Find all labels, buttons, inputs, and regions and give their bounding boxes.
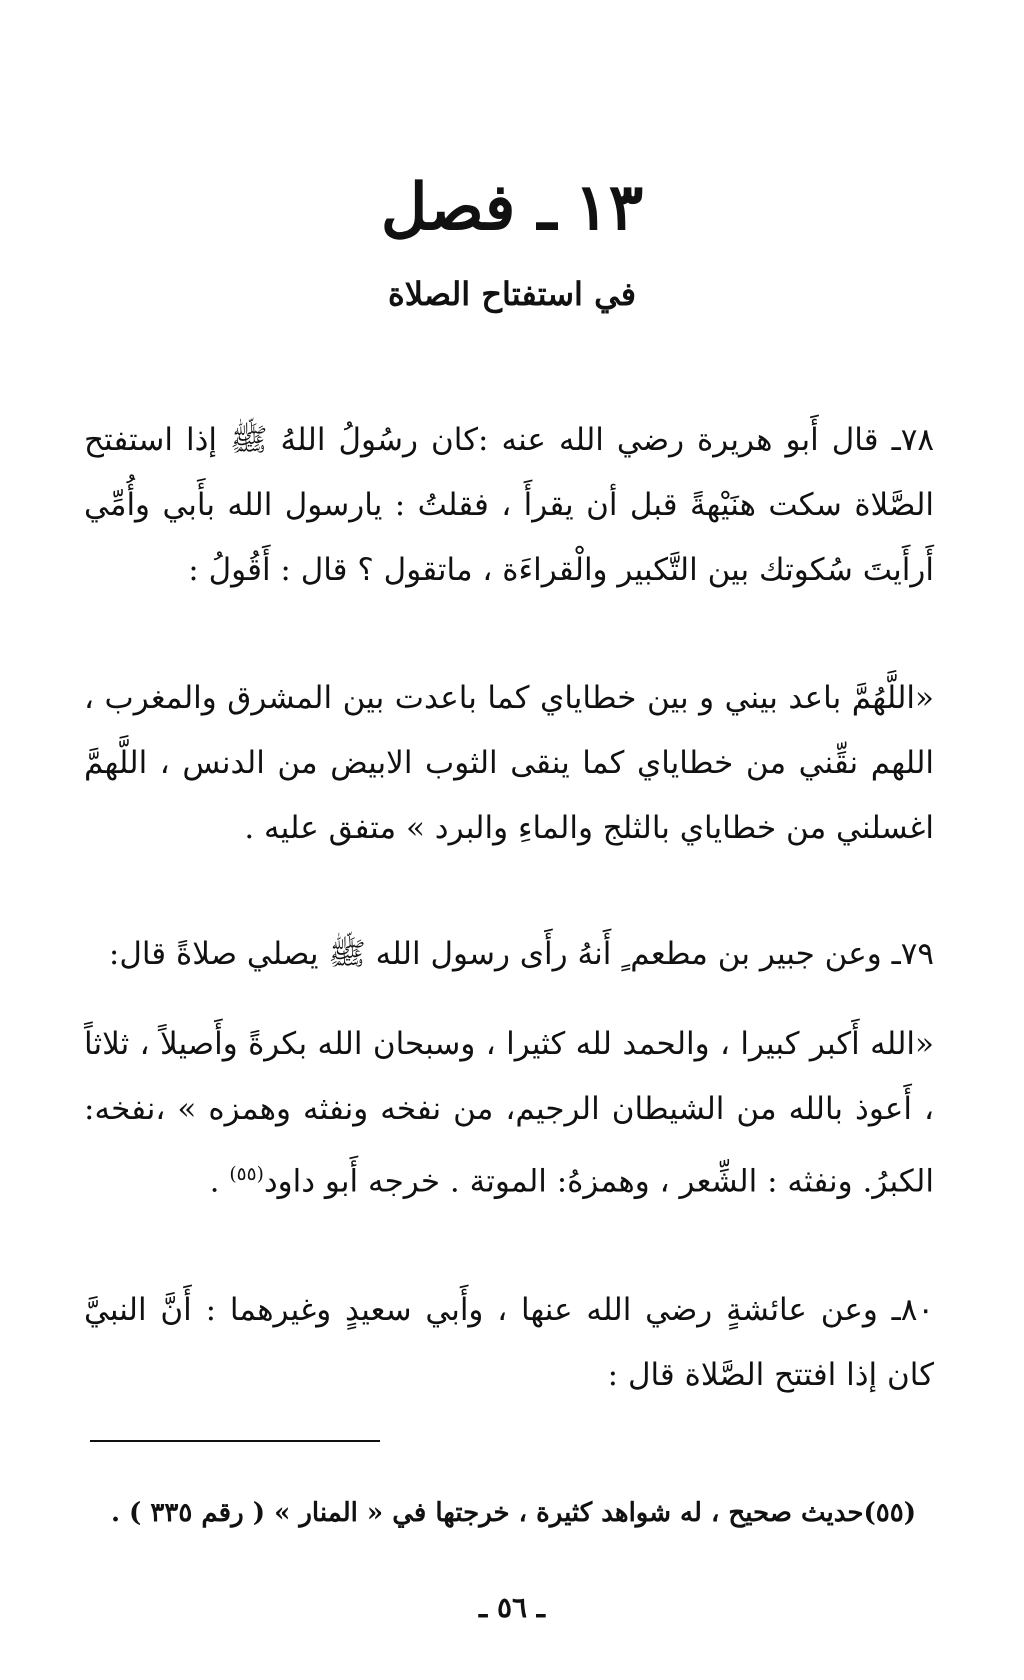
page-number: ـ ٥٦ ـ — [479, 1591, 545, 1624]
hadith-78-dua: «اللَّهُمَّ باعد بيني و بين خطاياي كما باعدت بين المشرق والمغرب ، اللهم نقِّني من خطاياي كما ينقى الثوب الابيض من الدنس ، اللَّهمَّ اغسلني من خطاياي بالثلج والماءِ والبرد » متفق عليه . — [84, 680, 934, 846]
footnote-divider — [90, 1440, 380, 1442]
hadith-80 — [84, 1278, 934, 1408]
hadith-text: ـ وعن عائشةٍ رضي الله عنها ، وأَبي سعيدٍ وغيرهما : أَنَّ النبيَّ كان إذا افتتح الصَّلاة قال : — [84, 1292, 934, 1393]
hadith-79-dua — [84, 1012, 934, 1214]
hadith-78 — [84, 408, 934, 603]
chapter-heading — [0, 168, 1024, 248]
chapter-subtitle: في استفتاح الصلاة — [387, 275, 637, 313]
hadith-number: ٧٩ — [900, 936, 934, 972]
dua-text: «الله أَكبر كبيرا ، والحمد لله كثيرا ، وسبحان الله بكرةً وأَصيلاً ، ثلاثاً ، أَعوذ بالله من الشيطان الرجيم، من نفخه ونفثه وهمزه » ،نفخه: الكبرُ. ونفثه : الشِّعر ، وهمزهُ: الموتة . خرجه أَبو داود — [84, 1026, 934, 1200]
chapter-number: ١٣ — [574, 170, 644, 245]
footnote-reference[interactable]: (٥٥) — [229, 1164, 264, 1185]
hadith-text: ـ قال أَبو هريرة رضي الله عنه :كان رسُولُ اللهُ ﷺ إذا استفتح الصَّلاة سكت هنَيْهةً قبل أن يقرأَ ، فقلتُ : يارسول الله بأَبي وأُمِّي أَرأَيتَ سُكوتك بين التَّكبير والْقراءَة ، ماتقول ؟ قال : أَقُولُ : — [84, 422, 934, 588]
chapter-title: فصل — [380, 170, 516, 245]
hadith-text: ـ وعن جبير بن مطعم ٍ أَنهُ رأَى رسول الله ﷺ يصلي صلاةً قال: — [108, 936, 901, 972]
dua-end: . — [209, 1163, 230, 1200]
hadith-79 — [84, 922, 934, 987]
hadith-number: ٧٨ — [900, 422, 934, 458]
hadith-number: ٨٠ — [900, 1292, 934, 1328]
chapter-separator: ـ — [537, 170, 557, 245]
footnote-55: (٥٥)حديث صحيح ، له شواهد كثيرة ، خرجتها في « المنار » ( رقم ٣٣٥ ) . — [110, 1498, 916, 1528]
